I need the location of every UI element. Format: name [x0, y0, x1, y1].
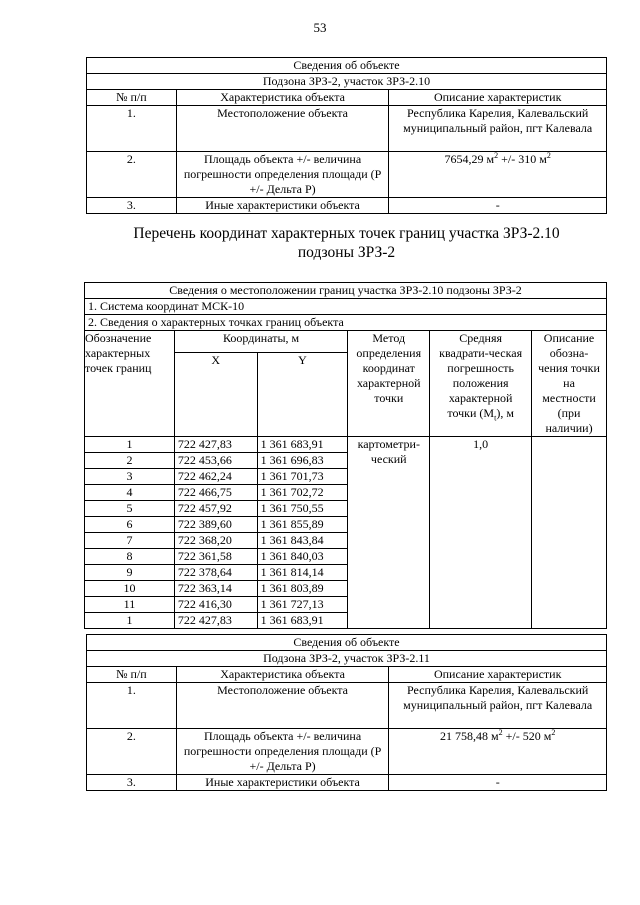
characteristic-value: 21 758,48 $м^2$ +/- 520 $м^2$ [389, 729, 607, 775]
table-row [87, 683, 607, 729]
point-designation: 1 [85, 437, 175, 453]
points-section-title: 2. Сведения о характерных точках границ объекта [85, 315, 607, 331]
y-coordinate: 1 361 843,84 [257, 533, 348, 549]
column-header: Характеристика объекта [176, 90, 389, 106]
row-number: 3. [87, 198, 177, 214]
heading-line-2: подзоны ЗРЗ-2 [297, 244, 396, 261]
column-header: № п/п [87, 90, 177, 106]
coordinates-header: Координаты, м [174, 331, 347, 353]
table-row [87, 152, 607, 198]
point-row [85, 437, 607, 453]
characteristic-value: 7654,29 $м^2$ +/- 310 $м^2$ [389, 152, 607, 198]
row-number: 1. [87, 683, 177, 729]
x-coordinate: 722 462,24 [174, 469, 257, 485]
point-designation: 4 [85, 485, 175, 501]
coordinates-list-heading [86, 224, 607, 262]
table-subcaption: Подзона ЗРЗ-2, участок ЗРЗ-2.11 [87, 651, 607, 667]
y-coordinate: 1 361 855,89 [257, 517, 348, 533]
table-row [87, 729, 607, 775]
y-coordinate: 1 361 683,91 [257, 613, 348, 629]
error-header: Средняя квадрати-ческая погрешность положения характерной точки $(M_t)$, м [430, 331, 532, 437]
y-coordinate: 1 361 702,72 [257, 485, 348, 501]
method-header: Метод определения координат характерной точки [348, 331, 430, 437]
point-designation: 7 [85, 533, 175, 549]
point-designation: 5 [85, 501, 175, 517]
description-header: Описание обозна-чения точки на местности (при наличии) [532, 331, 607, 437]
object-info-table-2-11 [86, 634, 607, 791]
x-coordinate: 722 361,58 [174, 549, 257, 565]
characteristic-name: Иные характеристики объекта [176, 775, 389, 791]
table-caption: Сведения об объекте [87, 58, 607, 74]
point-designation: 3 [85, 469, 175, 485]
x-coordinate: 722 466,75 [174, 485, 257, 501]
table-caption: Сведения об объекте [87, 635, 607, 651]
x-coordinate: 722 453,66 [174, 453, 257, 469]
row-number: 2. [87, 729, 177, 775]
y-coordinate: 1 361 814,14 [257, 565, 348, 581]
heading-line-1: Перечень координат характерных точек границ участка ЗРЗ-2.10 [133, 225, 560, 242]
x-coordinate: 722 389,60 [174, 517, 257, 533]
characteristic-name: Местоположение объекта [176, 683, 389, 729]
point-designation: 6 [85, 517, 175, 533]
x-coordinate: 722 378,64 [174, 565, 257, 581]
point-designation: 2 [85, 453, 175, 469]
x-coordinate: 722 368,20 [174, 533, 257, 549]
y-coordinate: 1 361 750,55 [257, 501, 348, 517]
y-coordinate: 1 361 701,73 [257, 469, 348, 485]
characteristic-value: - [389, 775, 607, 791]
row-number: 3. [87, 775, 177, 791]
column-header: Характеристика объекта [176, 667, 389, 683]
row-number: 1. [87, 106, 177, 152]
point-designation: 1 [85, 613, 175, 629]
row-number: 2. [87, 152, 177, 198]
x-coordinate: 722 427,83 [174, 437, 257, 453]
y-coordinate: 1 361 803,89 [257, 581, 348, 597]
page-number: 53 [313, 20, 327, 35]
x-coordinate: 722 457,92 [174, 501, 257, 517]
characteristic-name: Местоположение объекта [176, 106, 389, 152]
characteristic-value: - [389, 198, 607, 214]
y-coordinate: 1 361 727,13 [257, 597, 348, 613]
characteristic-value: Республика Карелия, Калевальский муниципальный район, пгт Калевала [389, 683, 607, 729]
table-row [87, 198, 607, 214]
y-coordinate: 1 361 696,83 [257, 453, 348, 469]
point-designation: 9 [85, 565, 175, 581]
object-info-table-2-10 [86, 57, 607, 214]
table-row [87, 775, 607, 791]
characteristic-name: Площадь объекта +/- величина погрешности определения площади (Р +/- Дельта Р) [176, 152, 389, 198]
column-header: Описание характеристик [389, 90, 607, 106]
description-value [532, 437, 607, 629]
column-header: Описание характеристик [389, 667, 607, 683]
boundary-points-table [84, 282, 607, 629]
table-row [87, 106, 607, 152]
table-subcaption: Подзона ЗРЗ-2, участок ЗРЗ-2.10 [87, 74, 607, 90]
error-value: 1,0 [430, 437, 532, 629]
point-designation: 10 [85, 581, 175, 597]
x-header: X [174, 353, 257, 437]
method-value: картометри-ческий [348, 437, 430, 629]
point-designation: 8 [85, 549, 175, 565]
y-header: Y [257, 353, 348, 437]
coordinate-system: 1. Система координат МСК-10 [85, 299, 607, 315]
x-coordinate: 722 416,30 [174, 597, 257, 613]
x-coordinate: 722 427,83 [174, 613, 257, 629]
point-designation: 11 [85, 597, 175, 613]
table-caption: Сведения о местоположении границ участка ЗРЗ-2.10 подзоны ЗРЗ-2 [85, 283, 607, 299]
x-coordinate: 722 363,14 [174, 581, 257, 597]
column-header: № п/п [87, 667, 177, 683]
characteristic-value: Республика Карелия, Калевальский муниципальный район, пгт Калевала [389, 106, 607, 152]
y-coordinate: 1 361 840,03 [257, 549, 348, 565]
point-designation-header: Обозначение характерных точек границ [85, 331, 175, 437]
characteristic-name: Иные характеристики объекта [176, 198, 389, 214]
y-coordinate: 1 361 683,91 [257, 437, 348, 453]
characteristic-name: Площадь объекта +/- величина погрешности определения площади (Р +/- Дельта Р) [176, 729, 389, 775]
